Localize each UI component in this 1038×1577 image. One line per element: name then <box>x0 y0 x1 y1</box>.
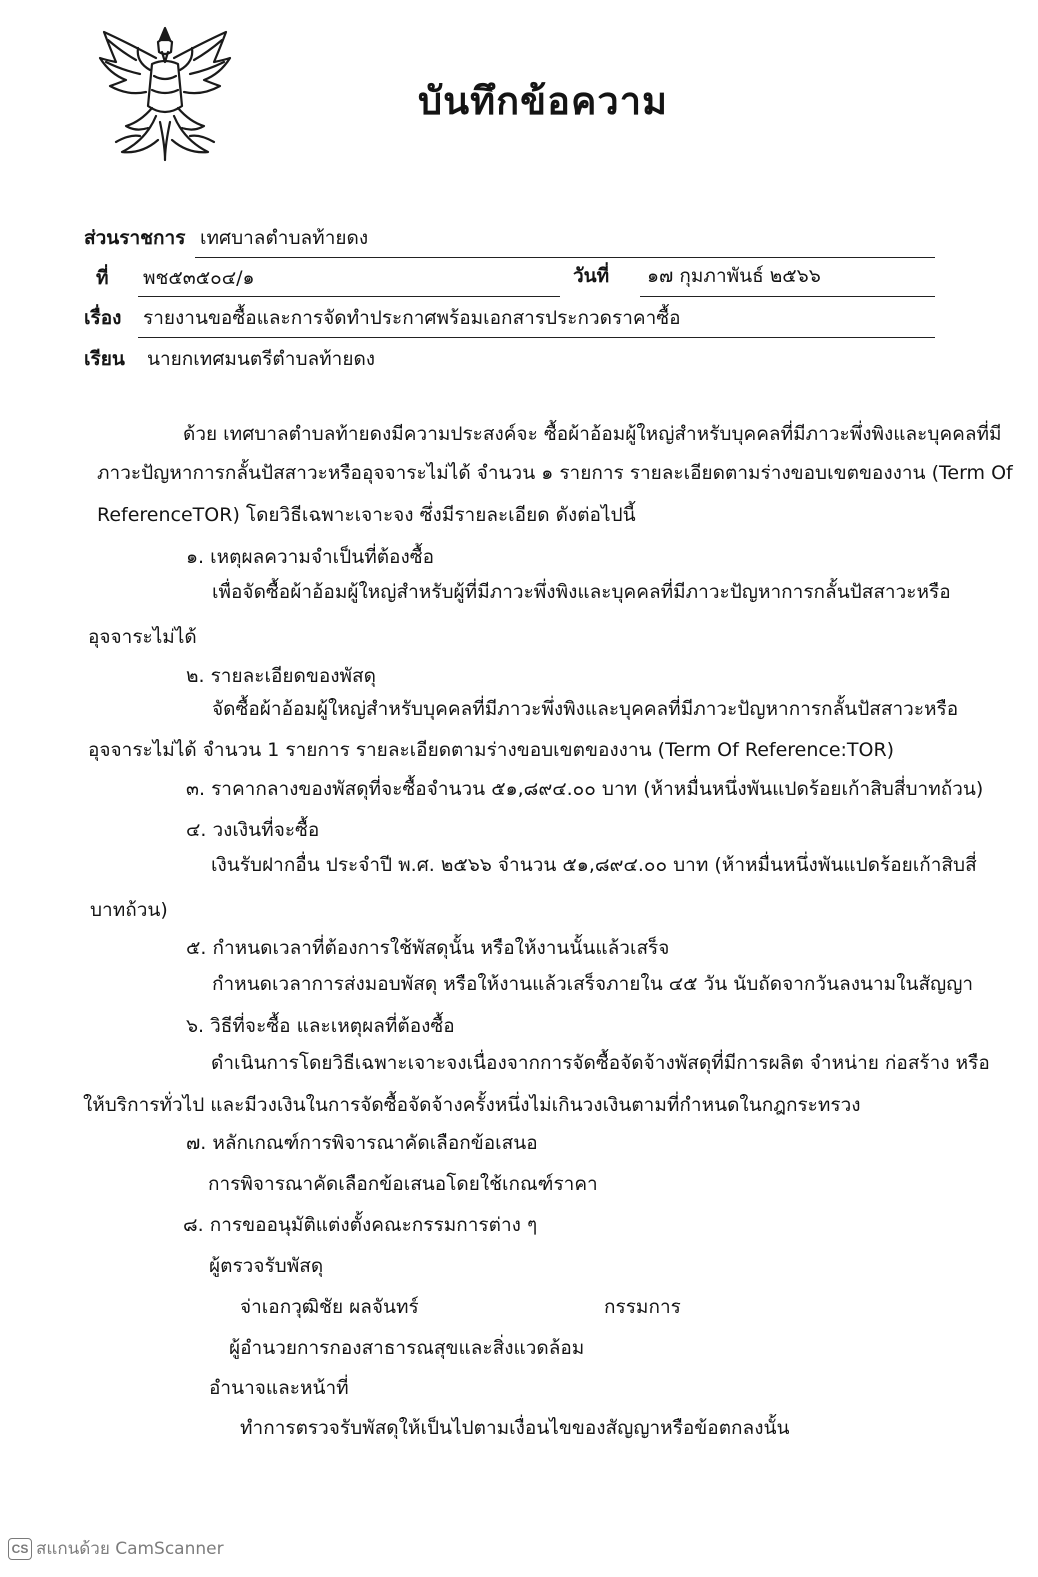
section-1-heading: ๑. เหตุผลความจำเป็นที่ต้องซื้อ <box>186 546 435 568</box>
garuda-emblem-icon <box>96 22 234 164</box>
date-value: ๑๗ กุมภาพันธ์ ๒๕๖๖ <box>647 265 821 287</box>
committee-member-role: กรรมการ <box>604 1296 681 1318</box>
intro-line-3: ReferenceTOR) โดยวิธีเฉพาะเจาะจง ซึ่งมีรายละเอียด ดังต่อไปนี้ <box>97 504 636 526</box>
section-8-duty: ทำการตรวจรับพัสดุให้เป็นไปตามเงื่อนไขของสัญญาหรือข้อตกลงนั้น <box>240 1417 790 1439</box>
intro-line-2: ภาวะปัญหาการกลั้นปัสสาวะหรืออุจจาระไม่ได้ จำนวน ๑ รายการ รายละเอียดตามร่างขอบเขตของงาน (Term Of <box>97 462 1013 484</box>
section-2-heading: ๒. รายละเอียดของพัสดุ <box>186 665 376 687</box>
document-title: บันทึกข้อความ <box>418 79 669 123</box>
section-4-heading: ๔. วงเงินที่จะซื้อ <box>186 819 320 841</box>
committee-member-name: จ่าเอกวุฒิชัย ผลจันทร์ <box>240 1296 419 1318</box>
agency-value: เทศบาลตำบลท้ายดง <box>200 227 369 249</box>
section-7-line-1: การพิจารณาคัดเลือกข้อเสนอโดยใช้เกณฑ์ราคา <box>208 1173 598 1195</box>
section-8-heading: ๘. การขออนุมัติแต่งตั้งคณะกรรมการต่าง ๆ <box>183 1214 538 1236</box>
section-8-authority-heading: อำนาจและหน้าที่ <box>209 1377 349 1399</box>
section-5-line-1: กำหนดเวลาการส่งมอบพัสดุ หรือให้งานแล้วเสร็จภายใน ๔๕ วัน นับถัดจากวันลงนามในสัญญา <box>212 973 974 995</box>
section-4-line-2: บาทถ้วน) <box>90 899 168 921</box>
subject-value: รายงานขอซื้อและการจัดทำประกาศพร้อมเอกสารประกวดราคาซื้อ <box>143 307 681 329</box>
intro-line-1: ด้วย เทศบาลตำบลท้ายดงมีความประสงค์จะ ซื้อผ้าอ้อมผู้ใหญ่สำหรับบุคคลที่มีภาวะพึ่งพิงและบุคคลที่มี <box>183 423 1002 445</box>
section-5-heading: ๕. กำหนดเวลาที่ต้องการใช้พัสดุนั้น หรือให้งานนั้นแล้วเสร็จ <box>186 937 670 959</box>
section-4-line-1: เงินรับฝากอื่น ประจำปี พ.ศ. ๒๕๖๖ จำนวน ๕๑,๘๙๔.๐๐ บาท (ห้าหมื่นหนึ่งพันแปดร้อยเก้าสิบสี่ <box>211 854 977 876</box>
ref-rule <box>138 296 560 297</box>
subject-rule <box>138 337 935 338</box>
section-7-heading: ๗. หลักเกณฑ์การพิจารณาคัดเลือกข้อเสนอ <box>186 1132 538 1154</box>
agency-rule <box>195 257 935 258</box>
section-6-line-1: ดำเนินการโดยวิธีเฉพาะเจาะจงเนื่องจากการจัดซื้อจัดจ้างพัสดุที่มีการผลิต จำหน่าย ก่อสร้าง หรือ <box>211 1052 990 1074</box>
date-label: วันที่ <box>573 265 610 287</box>
committee-member-position: ผู้อำนวยการกองสาธารณสุขและสิ่งแวดล้อม <box>229 1337 585 1359</box>
section-8-inspector-heading: ผู้ตรวจรับพัสดุ <box>209 1255 324 1277</box>
ref-label: ที่ <box>96 267 109 289</box>
ref-value: พช๕๓๕๐๔/๑ <box>143 267 255 289</box>
subject-label: เรื่อง <box>84 307 122 329</box>
date-rule <box>640 296 935 297</box>
section-2-line-1: จัดซื้อผ้าอ้อมผู้ใหญ่สำหรับบุคคลที่มีภาวะพึ่งพิงและบุคคลที่มีภาวะปัญหาการกลั้นปัสสาวะหรือ <box>212 698 959 720</box>
section-1-line-2: อุจจาระไม่ได้ <box>88 626 197 648</box>
agency-label: ส่วนราชการ <box>84 227 186 249</box>
to-label: เรียน <box>84 348 125 370</box>
section-6-heading: ๖. วิธีที่จะซื้อ และเหตุผลที่ต้องซื้อ <box>186 1015 455 1037</box>
camscanner-logo-icon: CS <box>8 1538 32 1560</box>
section-2-line-2: อุจจาระไม่ได้ จำนวน 1 รายการ รายละเอียดตามร่างขอบเขตของงาน (Term Of Reference:TOR) <box>88 739 895 761</box>
section-6-line-2: ให้บริการทั่วไป และมีวงเงินในการจัดซื้อจัดจ้างครั้งหนึ่งไม่เกินวงเงินตามที่กำหนดในกฎกระทรวง <box>83 1094 861 1116</box>
scanner-watermark: สแกนด้วย CamScanner <box>36 1539 224 1559</box>
to-value: นายกเทศมนตรีตำบลท้ายดง <box>147 348 376 370</box>
section-3-heading: ๓. ราคากลางของพัสดุที่จะซื้อจำนวน ๕๑,๘๙๔.๐๐ บาท (ห้าหมื่นหนึ่งพันแปดร้อยเก้าสิบสี่บาทถ้วน) <box>186 778 984 800</box>
section-1-line-1: เพื่อจัดซื้อผ้าอ้อมผู้ใหญ่สำหรับผู้ที่มีภาวะพึ่งพิงและบุคคลที่มีภาวะปัญหาการกลั้นปัสสาวะหรือ <box>212 581 951 603</box>
